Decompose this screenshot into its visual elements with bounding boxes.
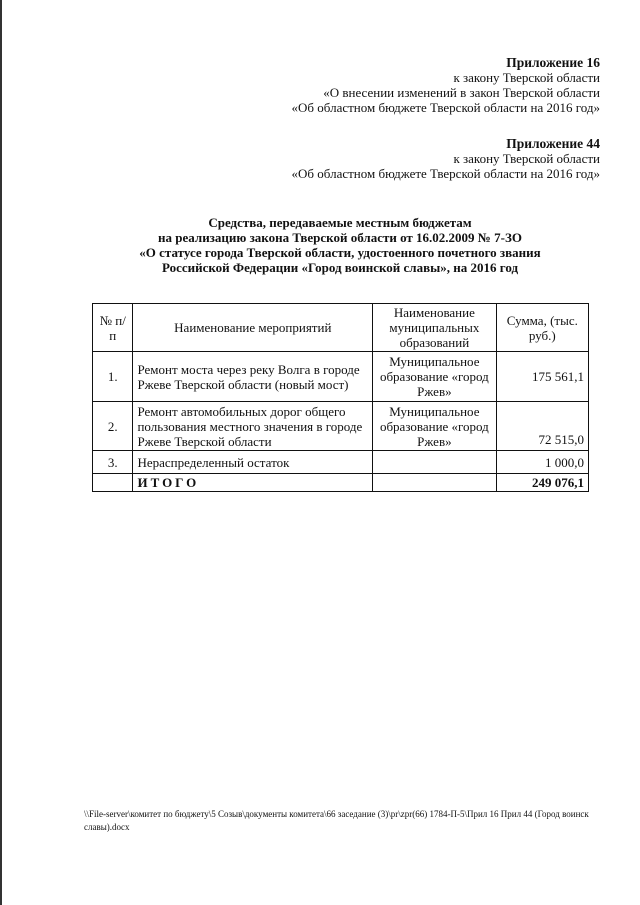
row-sum: 72 515,0 bbox=[496, 402, 588, 451]
total-label: ИТОГО bbox=[133, 474, 373, 492]
document-title-line-3: «О статусе города Тверской области, удостоенного почетного звания bbox=[139, 245, 541, 260]
row-name: Ремонт моста через реку Волга в городе Ржеве Тверской области (новый мост) bbox=[133, 352, 373, 402]
annex-16-title: Приложение 16 bbox=[506, 55, 600, 70]
annex-44-line-1: к закону Тверской области bbox=[453, 151, 600, 166]
annex-44-line-2: «Об областном бюджете Тверской области на 2016 год» bbox=[291, 166, 600, 181]
document-title-line-2: на реализацию закона Тверской области от 16.02.2009 № 7-ЗО bbox=[158, 230, 522, 245]
document-title-line-1: Средства, передаваемые местным бюджетам bbox=[208, 215, 472, 230]
header-municipality: Наименование муниципальных образований bbox=[373, 304, 496, 352]
header-sum: Сумма, (тыс. руб.) bbox=[496, 304, 588, 352]
table-header-row bbox=[93, 304, 589, 352]
row-sum: 1 000,0 bbox=[496, 451, 588, 474]
row-sum: 175 561,1 bbox=[496, 352, 588, 402]
annex-16-line-1: к закону Тверской области bbox=[453, 70, 600, 85]
header-name: Наименование мероприятий bbox=[133, 304, 373, 352]
document-title-line-4: Российской Федерации «Город воинской славы», на 2016 год bbox=[161, 260, 519, 275]
annex-16-line-2: «О внесении изменений в закон Тверской области bbox=[323, 85, 600, 100]
total-num-empty bbox=[93, 474, 133, 492]
document-title bbox=[40, 215, 640, 275]
table-total-row bbox=[93, 474, 589, 492]
row-municipality: Муниципальное образование «город Ржев» bbox=[373, 402, 496, 451]
row-name: Нераспределенный остаток bbox=[133, 451, 373, 474]
annex-16-line-3: «Об областном бюджете Тверской области на 2016 год» bbox=[291, 100, 600, 115]
header-num: № п/п bbox=[93, 304, 133, 352]
file-path-footer: \\File-server\комитет по бюджету\5 Созыв\документы комитета\66 заседание (3)\pr\zpr(66) 1784-П-5\Прил 16 Прил 44 (Город воинск славы).docx bbox=[84, 809, 589, 832]
row-municipality bbox=[373, 451, 496, 474]
total-sum: 249 076,1 bbox=[496, 474, 588, 492]
row-num: 2. bbox=[93, 402, 133, 451]
table-row bbox=[93, 352, 589, 402]
annex-44-title: Приложение 44 bbox=[506, 136, 600, 151]
table-row bbox=[93, 402, 589, 451]
table-row bbox=[93, 451, 589, 474]
annex-16-header bbox=[292, 55, 600, 115]
row-name: Ремонт автомобильных дорог общего пользования местного значения в городе Ржеве Тверской области bbox=[133, 402, 373, 451]
total-municipality-empty bbox=[373, 474, 496, 492]
row-municipality: Муниципальное образование «город Ржев» bbox=[373, 352, 496, 402]
page-edge-line bbox=[0, 0, 2, 905]
funds-table bbox=[92, 303, 589, 492]
row-num: 1. bbox=[93, 352, 133, 402]
annex-44-header bbox=[292, 136, 600, 181]
row-num: 3. bbox=[93, 451, 133, 474]
